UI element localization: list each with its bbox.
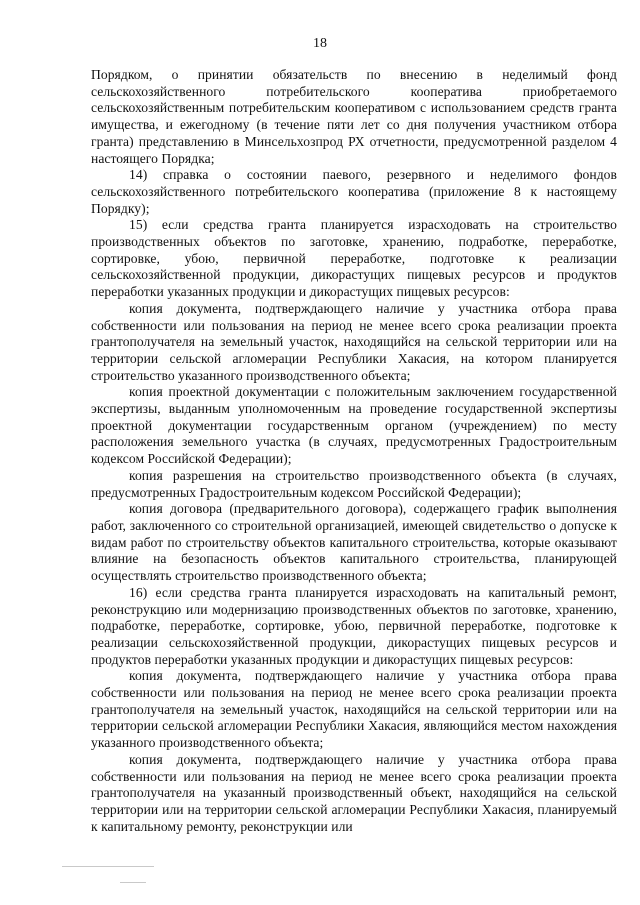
paragraph-land-plot-location: копия документа, подтверждающего наличие у участника отбора права собственности или пользования на период не менее всего срока реализации проекта грантополучателя на земельный участок, находящийся на сельской территории или на территории сельской агломерации Республики Хакасия, являющийся местом нахождения указанного производственного объекта; (91, 668, 617, 751)
paragraph-object-ownership: копия документа, подтверждающего наличие у участника отбора права собственности или пользования на период не менее всего срока реализации проекта грантополучателя на указанный производственный объект, находящийся на сельской территории или на территории сельской агломерации Республики Хакасия, планируемый к капитальному ремонту, реконструкции или (91, 751, 617, 834)
paragraph-continuation: Порядком, о принятии обязательств по внесению в неделимый фонд сельскохозяйственного потребительского кооператива приобретаемого сельскохозяйственным потребительским кооперативом с использованием средств гранта имущества, и ежегодному (в течение пяти лет со дня получения участником отбора гранта) представлению в Минсельхозпрод РХ отчетности, предусмотренной разделом 4 настоящего Порядка; (91, 67, 617, 166)
page-number: 18 (313, 36, 327, 51)
scan-artifact-dash (120, 882, 146, 883)
paragraph-construction-permit: копия разрешения на строительство производственного объекта (в случаях, предусмотренных Градостроительным кодексом Российской Федерации); (91, 467, 617, 500)
paragraph-construction-contract: копия договора (предварительного договора), содержащего график выполнения работ, заключенного со строительной организацией, имеющей свидетельство о допуске к видам работ по строительству объектов капитального строительства, которые оказывают влияние на безопасность объектов капитального строительства, планирующей осуществлять строительство производственного объекта; (91, 501, 617, 584)
paragraph-item-15: 15) если средства гранта планируется израсходовать на строительство производственных объектов по заготовке, хранению, подработке, переработке, сортировке, убою, первичной переработке, подготовке к реализации сельскохозяйственной продукции, дикорастущих пищевых ресурсов и продуктов переработки указанных продукции и дикорастущих пищевых ресурсов: (91, 217, 617, 300)
paragraph-land-plot-document: копия документа, подтверждающего наличие у участника отбора права собственности или пользования на период не менее всего срока реализации проекта грантополучателя на земельный участок, находящийся на сельской территории или на территории сельской агломерации Республики Хакасия, на котором планируется строительство указанного производственного объекта; (91, 300, 617, 383)
paragraph-item-14: 14) справка о состоянии паевого, резервного и неделимого фондов сельскохозяйственного потребительского кооператива (приложение 8 к настоящему Порядку); (91, 167, 617, 216)
paragraph-project-documentation: копия проектной документации с положительным заключением государственной экспертизы, выданным уполномоченным на проведение государственной экспертизы проектной документации государственным органом (учреждением) по месту расположения земельного участка (в случаях, предусмотренных Градостроительным кодексом Российской Федерации); (91, 384, 617, 467)
paragraph-item-16: 16) если средства гранта планируется израсходовать на капитальный ремонт, реконструкцию или модернизацию производственных объектов по заготовке, хранению, подработке, переработке, сортировке, убою, первичной переработке, подготовке к реализации сельскохозяйственной продукции, дикорастущих пищевых ресурсов и продуктов переработки указанных продукции и дикорастущих пищевых ресурсов: (91, 584, 617, 667)
scan-artifact-line (62, 866, 154, 867)
document-body (91, 67, 617, 835)
